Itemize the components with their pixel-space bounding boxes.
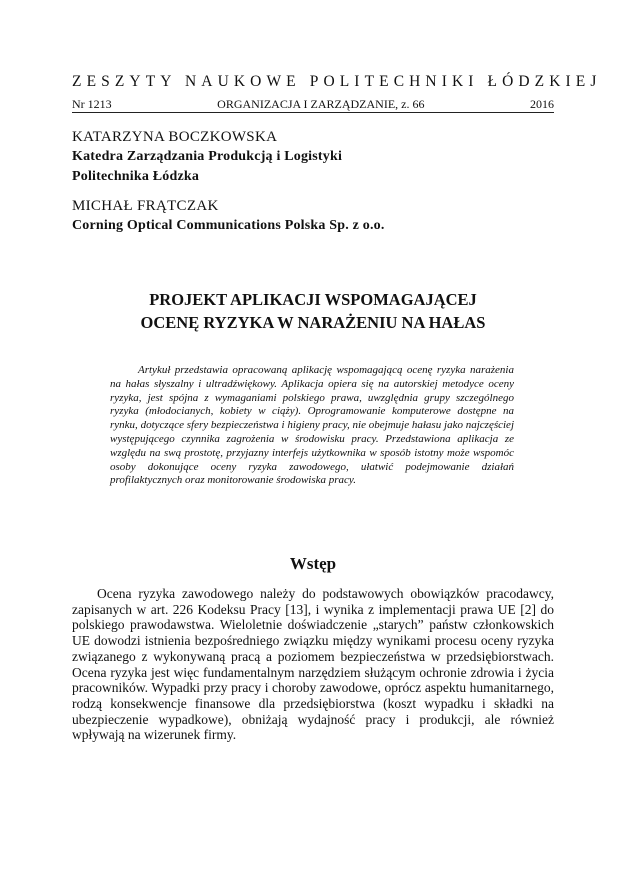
- authors-section: [72, 127, 552, 236]
- header-rule: [72, 112, 554, 113]
- body-paragraph: Ocena ryzyka zawodowego należy do podstawowych obowiązków pracodawcy, zapisanych w art. 226 Kodeksu Pracy [13], i wynika z implementacji prawa UE [2] do polskiego prawodawstwa. Wieloletnie doświadczenie „starych” państw członkowskich UE dowodzi istnienia bezpośredniego związku między wynikami procesu oceny ryzyka związanego z wykonywaną pracą a poziomem bezpieczeństwa w przedsiębiorstwach. Ocena ryzyka jest więc fundamentalnym narzędziem służącym ochronie zdrowia i życia pracowników. Wypadki przy pracy i choroby zawodowe, oprócz aspektu humanitarnego, rodzą konsekwencje finansowe dla przedsiębiorstwa (koszt wypadku i składki na ubezpieczenie wypadkowe), obniżają wydajność pracy i produkcji, ale również wpływają na wizerunek firmy.: [72, 586, 554, 743]
- author-affiliation: Katedra Zarządzania Produkcją i Logistyki: [72, 149, 343, 164]
- author-name: MICHAŁ FRĄTCZAK: [72, 198, 219, 214]
- paper-title-line: OCENĘ RYZYKA W NARAŻENIU NA HAŁAS: [140, 313, 486, 332]
- paper-title-line: PROJEKT APLIKACJI WSPOMAGAJĄCEJ: [149, 290, 477, 309]
- author-affiliation: Politechnika Łódzka: [72, 169, 200, 184]
- section-heading: Wstęp: [289, 554, 337, 573]
- author-affiliation: Corning Optical Communications Polska Sp. z o.o.: [72, 218, 385, 233]
- abstract: Artykuł przedstawia opracowaną aplikację wspomagającą ocenę ryzyka narażenia na hałas słyszalny i ultradźwiękowy. Aplikacja opiera się na autorskiej metodyce oceny ryzyka, jest spójna z wymaganiami polskiego prawa, uwzględnia grupy szczególnego ryzyka (młodocianych, kobiety w ciąży). Oprogramowanie komputerowe dostępne na rynku, dotyczące sfery bezpieczeństwa i higieny pracy, nie obejmuje hałasu jako najczęściej występującego czynnika zagrożenia w środowisku pracy. Przedstawiona aplikacja ze względu na swą prostotę, przyjazny interfejs użytkownika w sposób istotny może wspomóc osoby dokonujące oceny ryzyka zawodowego, ułatwić podejmowanie działań profilaktycznych oraz monitorowanie środowiska pracy.: [110, 364, 514, 487]
- issue-series: ORGANIZACJA I ZARZĄDZANIE, z. 66: [217, 97, 425, 111]
- issue-info-row: [72, 97, 554, 111]
- paper-title: [72, 288, 554, 334]
- author-block: [72, 196, 552, 236]
- author-block: [72, 127, 552, 187]
- issue-year: 2016: [529, 97, 554, 111]
- journal-title: ZESZYTY NAUKOWE POLITECHNIKI ŁÓDZKIEJ: [72, 73, 602, 90]
- issue-number: Nr 1213: [72, 97, 112, 111]
- author-name: KATARZYNA BOCZKOWSKA: [72, 129, 278, 145]
